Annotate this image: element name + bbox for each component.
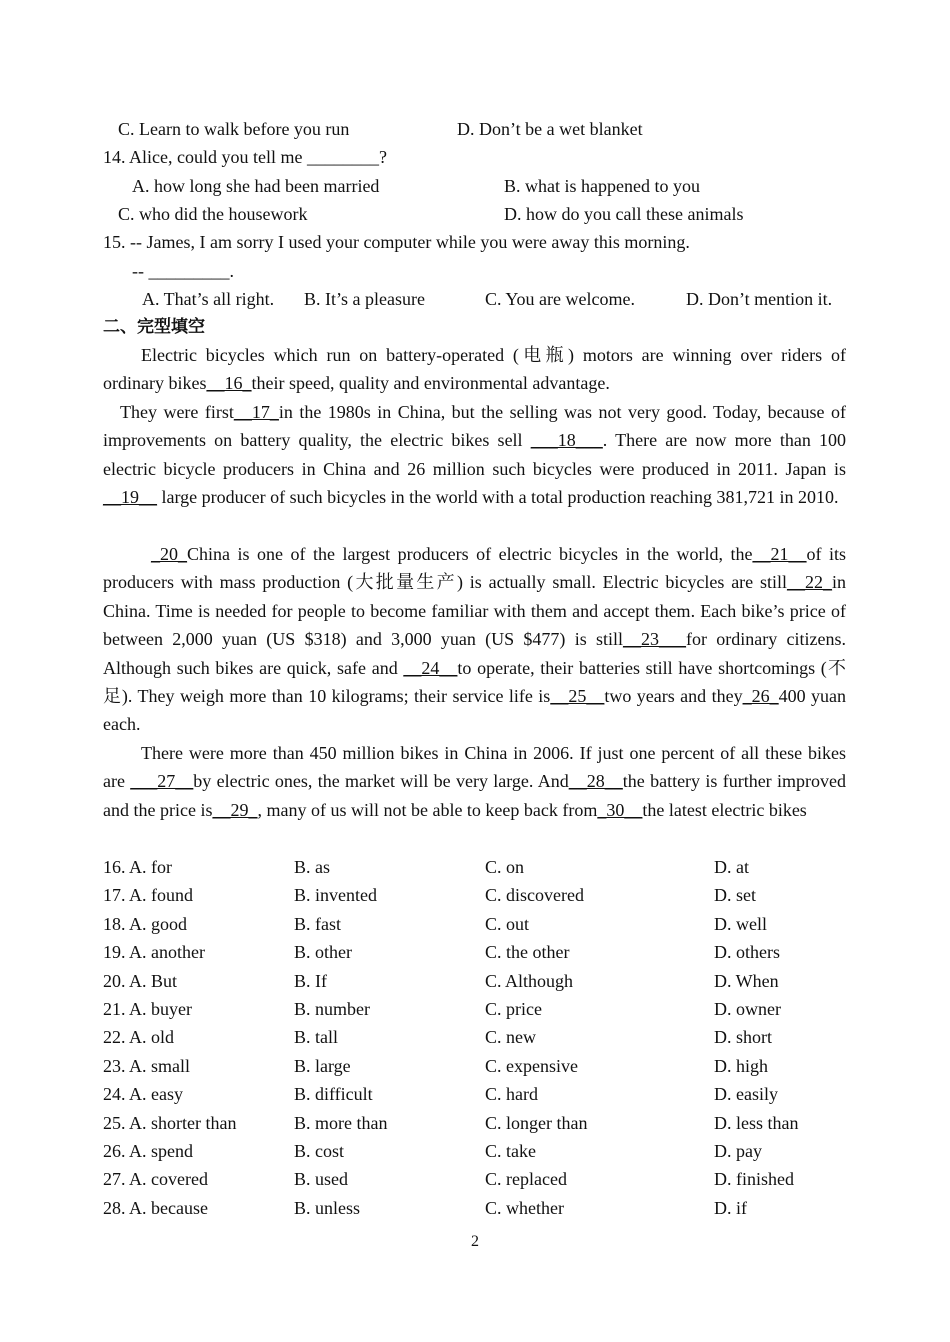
option-cell: D. owner [714,999,781,1019]
section-title: 二、完型填空 [103,317,205,337]
q15-option-b: B. It’s a pleasure [304,289,425,309]
option-cell: B. unless [294,1197,361,1218]
option-cell: D. well [714,913,767,934]
option-cell: C. out [485,913,530,934]
q15-option-d: D. Don’t mention it. [686,289,833,309]
passage-text: . There are now more than 100 electric bicycle producers in China and 26 million such bicycles were produced in 2011. Japan is [103,430,847,479]
option-cell: B. invented [294,885,377,906]
option-cell: 16. A. for [103,857,172,877]
q14-stem: 14. Alice, could you tell me ________? [103,147,387,167]
q15-stem: 15. -- James, I am sorry I used your computer while you were away this morning. [103,232,690,252]
option-cell: C. discovered [485,885,584,906]
option-cell: D. When [714,970,779,991]
option-cell: C. price [485,999,542,1019]
option-cell: B. more than [294,1112,388,1133]
passage-text: two years and they [604,686,743,707]
blank-21: __21__ [752,544,807,564]
option-cell: D. short [714,1027,772,1048]
option-cell: C. longer than [485,1112,588,1133]
option-cell: 26. A. spend [103,1141,193,1161]
option-cell: C. the other [485,942,570,963]
passage-paragraph-1 [103,341,846,398]
passage-text: China is one of the largest producers of electric bicycles in the world, the [187,544,753,564]
option-cell: 17. A. found [103,885,193,906]
option-cell: B. fast [294,913,341,934]
passage-text: the battery is further improved and the price is [103,771,846,820]
q15-option-c: C. You are welcome. [485,289,635,309]
option-cell: C. expensive [485,1055,578,1076]
passage-text: in China. Time is needed for people to become familiar with them and accept them. Each bike’s price of between 2,000 yuan (US $318) and 3,000 yuan (US $477) is still [103,572,846,650]
option-cell: 25. A. shorter than [103,1112,237,1133]
passage-paragraph-2 [103,398,846,512]
blank-17: __17_ [233,402,279,422]
blank-28: __28__ [568,771,623,792]
option-cell: D. pay [714,1141,762,1161]
option-cell: D. high [714,1055,768,1076]
option-cell: B. cost [294,1141,345,1161]
q15-reply: -- _________. [132,261,234,281]
option-cell: B. used [294,1169,348,1190]
passage-text: There were more than 450 million bikes in China in 2006. If just one percent of all these bikes are [103,743,846,792]
option-cell: D. if [714,1197,747,1218]
option-cell: 28. A. because [103,1197,208,1218]
passage-text: of its producers with mass production (大批量生产) is actually small. Electric bicycles are still [103,544,847,593]
option-cell: B. If [294,970,327,991]
blank-25: __25__ [550,686,605,707]
option-cell: 20. A. But [103,970,178,991]
blank-23: __23___ [623,629,686,650]
passage-text: their speed, quality and environmental advantage. [251,373,610,394]
passage-text: 400 yuan each. [103,686,846,735]
passage-paragraph-4 [103,739,846,824]
q14-option-b: B. what is happened to you [504,176,700,196]
q13-option-c: C. Learn to walk before you run [118,119,350,139]
option-cell: C. hard [485,1084,538,1105]
option-cell: C. replaced [485,1169,567,1190]
option-cell: B. other [294,942,352,963]
option-cell: C. take [485,1141,536,1161]
blank-22: __22_ [786,572,832,593]
blank-26: _26_ [742,686,779,707]
option-cell: C. whether [485,1197,564,1218]
option-cell: C. Although [485,970,574,991]
option-cell: D. others [714,942,780,963]
q14-option-a: A. how long she had been married [132,176,380,196]
q14-option-d: D. how do you call these animals [504,204,744,224]
option-cell: D. set [714,885,756,906]
option-cell: C. on [485,857,525,877]
option-cell: B. large [294,1055,351,1076]
option-cell: D. at [714,857,749,877]
passage-text: the latest electric bikes [642,799,807,820]
passage-text: Electric bicycles which run on battery-operated (电瓶) motors are winning over riders of ordinary bikes [103,345,846,394]
q14-option-c: C. who did the housework [118,204,308,224]
option-cell: 22. A. old [103,1027,175,1048]
blank-29: __29_ [212,799,258,820]
blank-30: _30__ [597,799,643,820]
option-cell: D. finished [714,1169,794,1190]
option-cell: 19. A. another [103,942,205,963]
passage-paragraph-3 [103,540,846,739]
q15-option-a: A. That’s all right. [142,289,275,309]
option-cell: B. number [294,999,370,1019]
option-cell: C. new [485,1027,536,1048]
passage-text: for ordinary citizens. Although such bikes are quick, safe and [103,629,846,678]
passage-text: to operate, their batteries still have shortcomings (不足). They weigh more than 10 kilograms; their service life is [103,657,846,707]
option-cell: 27. A. covered [103,1169,208,1190]
blank-20: _20_ [151,544,187,564]
blank-16: __16_ [206,373,252,394]
option-cell: D. easily [714,1084,778,1105]
page-number: 2 [471,1233,479,1250]
option-cell: 21. A. buyer [103,999,192,1019]
option-cell: B. tall [294,1027,338,1048]
passage-text: , many of us will not be able to keep back from [257,799,598,820]
option-cell: 24. A. easy [103,1084,183,1105]
option-cell: 23. A. small [103,1055,191,1076]
passage-text: They were first [120,402,234,422]
option-cell: D. less than [714,1112,799,1133]
option-cell: B. as [294,857,330,877]
passage-text: in the 1980s in China, but the selling was not very good. Today, because of improvements on battery quality, the electric bikes sell [103,402,846,451]
q13-option-d: D. Don’t be a wet blanket [457,119,643,139]
blank-18: ___18___ [530,430,603,451]
option-cell: 18. A. good [103,913,188,934]
passage-text: large producer of such bicycles in the world with a total production reaching 381,721 in 2010. [157,487,839,508]
option-cell: B. difficult [294,1084,373,1105]
blank-27: ___27__ [130,771,194,792]
blank-24: __24__ [403,657,458,678]
blank-19: __19__ [103,487,157,508]
passage-text: by electric ones, the market will be very large. And [193,771,569,792]
